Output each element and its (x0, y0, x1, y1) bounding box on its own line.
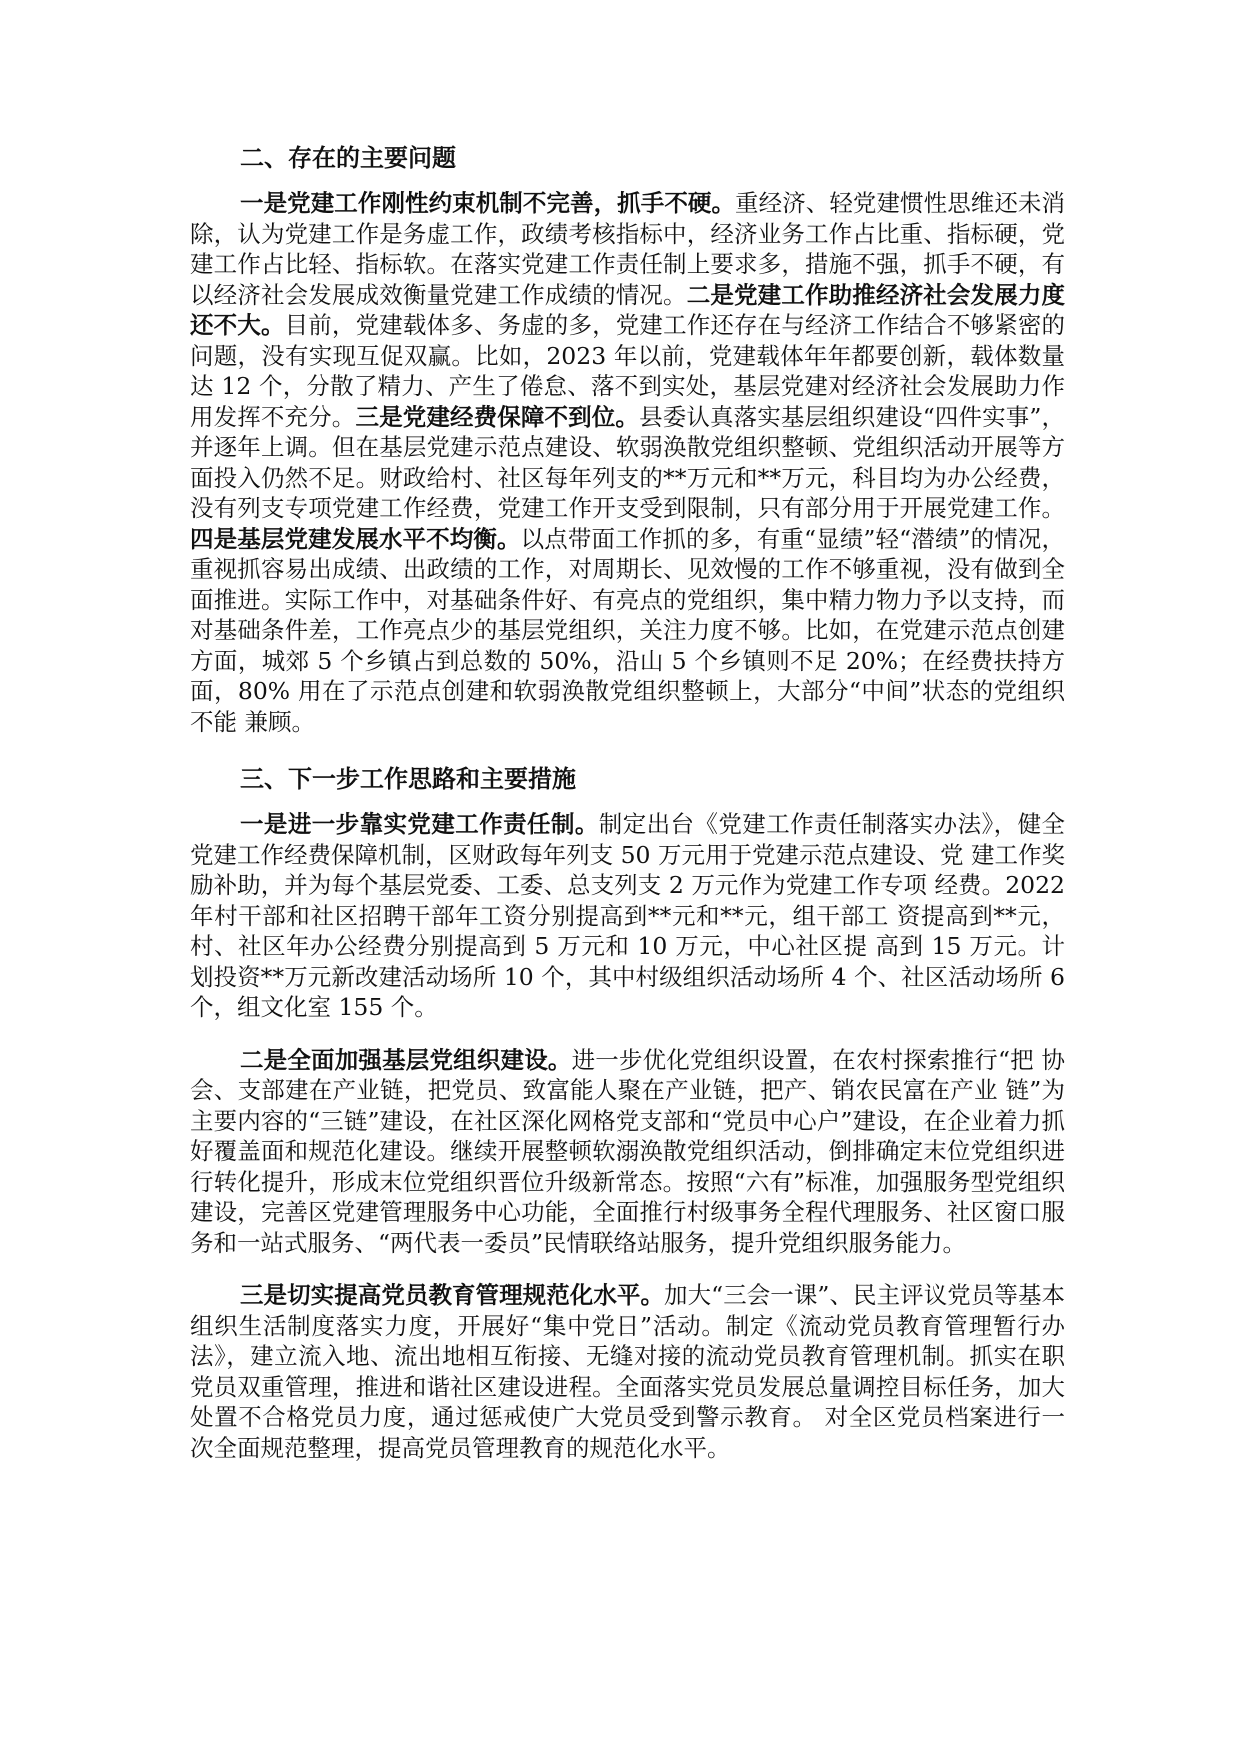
measure-3-text: 加大“三会一课”、民主评议党员等基本组织生活制度落实力度，开展好“集中党日”活动。制定《流动党员教育管理暂行办法》，建立流入地、流出地相互衔接、无缝对接的流动党员教育管理机制。抓实在职党员双重管理，推进和谐社区建设进程。全面落实党员发展总量调控目标任务，加大处置不合格党员力度，通过惩戒使广大党员受到警示教育。 对全区党员档案进行一次全面规范整理，提高党员管理教育的规范化水平。 (190, 1281, 1065, 1462)
section-3-heading: 三、下一步工作思路和主要措施 (240, 764, 576, 793)
measure-1-paragraph (190, 809, 1065, 1023)
measure-3-lead: 三是切实提高党员教育管理规范化水平。 (240, 1281, 665, 1309)
measure-2-text: 进一步优化党组织设置，在农村探索推行“把 协会、支部建在产业链，把党员、致富能人聚在产业链，把产、销农民富在产业 链”为主要内容的“三链”建设，在社区深化网格党支部和“党员中心户”建设，在企业着力抓好覆盖面和规范化建设。继续开展整顿软溺涣散党组织活动，倒排确定末位党组织进行转化提升，形成末位党组织晋位升级新常态。按照“六有”标准，加强服务型党组织建设，完善区党建管理服务中心功能，全面推行村级事务全程代理服务、社区窗口服务和一站式服务、“两代表一委员”民情联络站服务，提升党组织服务能力。 (190, 1045, 1066, 1257)
problem-4-lead: 四是基层党建发展水平不均衡。 (190, 524, 521, 553)
section-2-paragraph (190, 188, 1065, 737)
measure-2-paragraph (190, 1045, 1065, 1259)
section-2-heading: 二、存在的主要问题 (240, 143, 456, 172)
measure-3-paragraph (190, 1280, 1065, 1463)
problem-1-text: 重经济、轻党建惯性思维还未消除，认为党建工作是务虚工作，政绩考核指标中，经济业务工作占比重、指标硬，党建工作占比轻、指标软。在落实党建工作责任制上要求多，措施不强，抓手不硬，有以经济社会发展成效衡量党建工作成绩的情况。 (190, 189, 1066, 309)
measure-1-text: 制定出台《党建工作责任制落实办法》，健全党建工作经费保障机制，区财政每年列支 50 万元用于党建示范点建设、党 建工作奖励补助，并为每个基层党委、工委、总支列支 2 万元作为党建工作专项 经费。2022 年村干部和社区招聘干部年工资分别提高到**元和**元，组干部工 资提高到**元，村、社区年办公经费分别提高到 5 万元和 10 万元，中心社区提 高到 15 万元。计划投资**万元新改建活动场所 10 个，其中村级组织活动场所 4 个、社区活动场所 6 个，组文化室 155 个。 (190, 810, 1066, 1021)
problem-4-text: 以点带面工作抓的多，有重“显绩”轻“潜绩”的情况，重视抓容易出成绩、出政绩的工作，对周期长、见效慢的工作不够重视，没有做到全面推进。实际工作中，对基础条件好、有亮点的党组织，集中精力物力予以支持，而对基础条件差，工作亮点少的基层党组织，关注力度不够。比如，在党建示范点创建方面，城郊 5 个乡镇占到总数的 50%，沿山 5 个乡镇则不足 20%；在经费扶持方面，80% 用在了示范点创建和软弱涣散党组织整顿上，大部分“中间”状态的党组织不能 兼顾。 (190, 524, 1065, 736)
document-page (190, 142, 1065, 1475)
problem-2-lead: 二是党建工作助推经济社会发展力度还不大。 (190, 280, 1066, 339)
measure-1-lead: 一是进一步靠实党建工作责任制。 (240, 810, 599, 838)
problem-2-text: 目前，党建载体多、务虚的多，党建工作还存在与经济工作结合不够紧密的问题，没有实现互促双赢。比如，2023 年以前，党建载体年年都要创新，载体数量达 12 个，分散了精力、产生了倦怠、落不到实处，基层党建对经济社会发展助力作用发挥不充分。 (190, 311, 1066, 431)
problem-3-lead: 三是党建经费保障不到位。 (355, 402, 640, 431)
problem-3-text: 县委认真落实基层组织建设“四件实事”，并逐年上调。但在基层党建示范点建设、软弱涣散党组织整顿、党组织活动开展等方面投入仍然不足。财政给村、社区每年列支的**万元和**万元，科目均为办公经费，没有列支专项党建工作经费，党建工作开支受到限制，只有部分用于开展党建工作。 (190, 402, 1066, 522)
measure-2-lead: 二是全面加强基层党组织建设。 (240, 1045, 572, 1074)
problem-1-lead: 一是党建工作刚性约束机制不完善，抓手不硬。 (240, 189, 736, 217)
